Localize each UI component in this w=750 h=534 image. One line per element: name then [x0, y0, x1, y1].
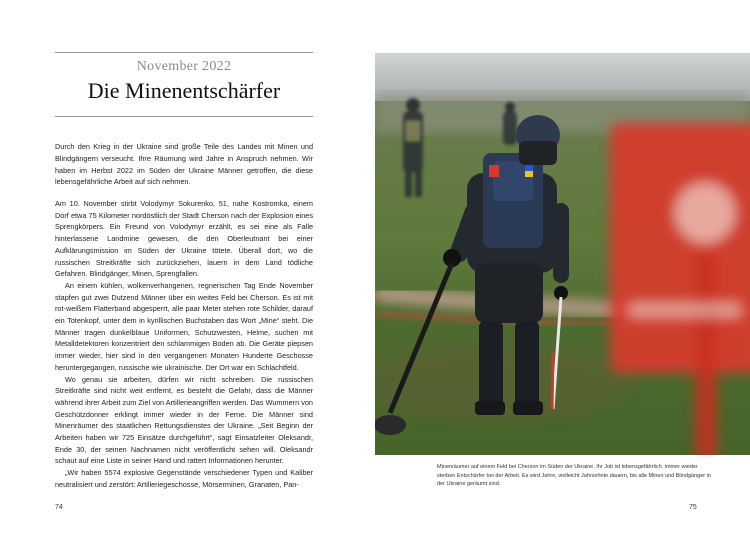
article-body	[55, 198, 313, 491]
page-number-right: 75	[689, 504, 697, 511]
title-bottom-rule	[55, 116, 313, 117]
deminer-photo-illustration	[375, 53, 750, 455]
body-paragraph: Wo genau sie arbeiten, dürfen wir nicht schreiben. Die russischen Streitkräfte sind nicht weit entfernt, es besteht die Gefahr, dass die Männer während ihrer Arbeit zum Ziel von Artillerieangriffen werden. Das Wummern von Geschützdonner erklingt immer wieder in der Ferne. Die Männer sind Minenräumer des staatlichen Rettungsdienstes der Ukraine. „Seit Beginn der Arbeiten haben wir 725 Einsätze durchgeführt“, sagt Einsatzleiter Oleksandr, Ende 30, der seinen Nachnamen nicht veröffentlicht sehen will. Oleksandr schaut auf eine Liste in seiner Hand und rattert Informationen herunter.	[55, 374, 313, 466]
article-kicker: November 2022	[136, 59, 232, 74]
page-number-left: 74	[55, 504, 63, 511]
title-top-rule	[55, 52, 313, 53]
article-title: Die Minenentschärfer	[87, 78, 281, 103]
body-paragraph: An einem kühlen, wolkenverhangenen, regnerischen Tag Ende November stapfen gut zwei Dutzend Männer über ein weites Feld bei Cherson. Es ist mit rot-weißem Flatterband abgesperrt, alle paar Meter stehen rote Schilder, darauf ein Totenkopf, unter dem in kyrillischen Buchstaben das Wort „Mine“ steht. Die Männer tragen dunkelblaue Uniformen, Schutzwesten, Helme, suchen mit Metalldetektoren konzentriert den schlammigen Boden ab. Die Geräte piepsen immer wieder, hier sind in den vergangenen Monaten Hunderte Geschosse heruntergegangen, russische wie ukrainische. Der Ort war ein Schlachtfeld.	[55, 280, 313, 372]
article-lead: Durch den Krieg in der Ukraine sind große Teile des Landes mit Minen und Blindgängern verseucht. Ihre Räumung wird Jahre in Anspruch nehmen. Wir haben im Herbst 2022 im Süden der Ukraine Männer getroffen, die diese lebensgefährliche Arbeit auf sich nehmen.	[55, 142, 313, 187]
deminer-photo	[375, 53, 750, 455]
body-paragraph: „Wir haben 5574 explosive Gegenstände verschiedener Typen und Kaliber neutralisiert und zerstört: Artilleriegeschosse, Mörserminen, Granaten, Pan-	[55, 468, 313, 489]
body-paragraph: Am 10. November stirbt Volodymyr Sokurenko, 51, nahe Kostromka, einem Dorf etwa 75 Kilometer nordöstlich der Stadt Cherson nach der Explosion eines Sprengkörpers. Ein Freund von Volodymyr erzählt, es sei eine als Falle hinterlassene Landmine gewesen, die den Oberleutnant bei einer Aufklärungsmission im Süden der Ukraine tötete. Überall dort, wo die russischen Streitkräfte sich zurückziehen, lauern in dem Land tödliche Gefahren. Blindgänger, Minen, Sprengfallen.	[55, 199, 313, 279]
photo-caption: Minenräumer auf einem Feld bei Cherson im Süden der Ukraine. Ihr Job ist lebensgefährlich, immer wieder sterben Entschärfer bei der Arbeit. Es wird Jahre, vielleicht Jahrzehnte dauern, bis alle Minen und Blindgänger in der Ukraine geräumt sind.	[437, 464, 711, 487]
